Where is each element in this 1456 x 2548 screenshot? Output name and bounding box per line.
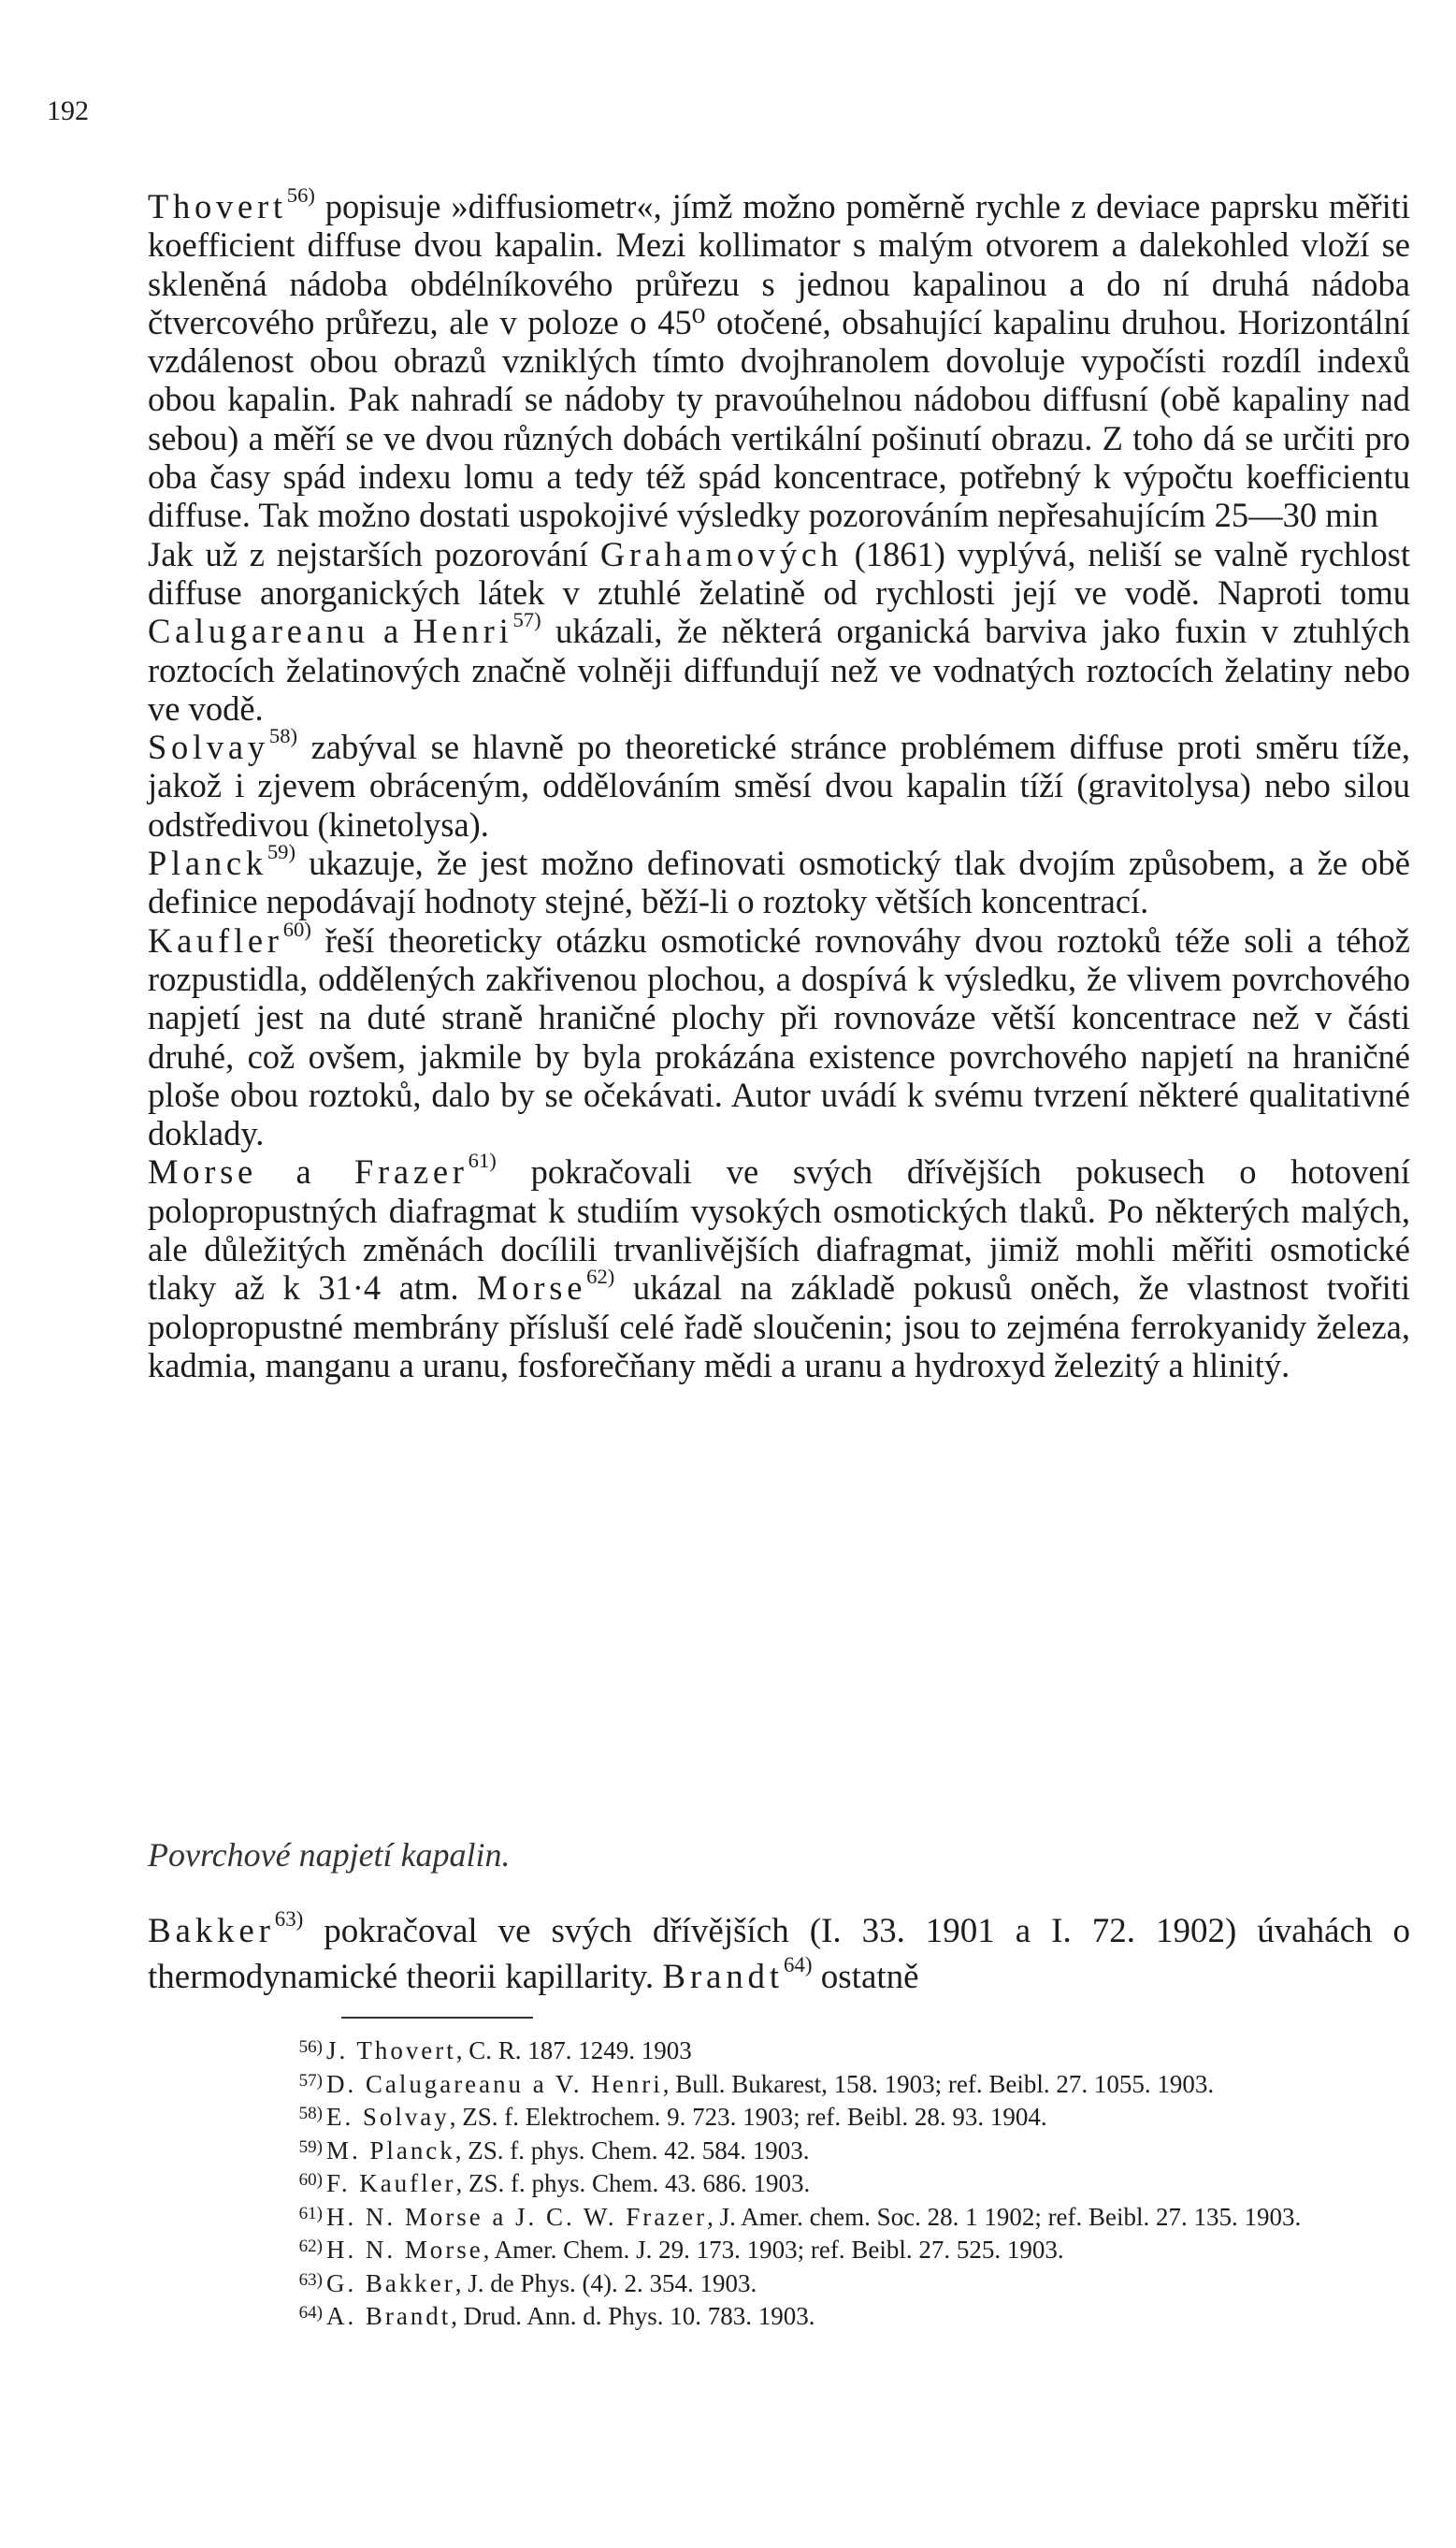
footnote-author: D. Calugareanu a V. Henri: [326, 2069, 663, 2098]
footnote-text: , Bull. Bukarest, 158. 1903; ref. Beibl. 27. 1055. 1903.: [662, 2069, 1215, 2098]
footnote-ref[interactable]: 60): [282, 917, 311, 941]
paragraph-kaufler: [148, 917, 1410, 1153]
author-name: Calugareanu: [148, 612, 369, 651]
footnote-text: , ZS. f. phys. Chem. 42. 584. 1903.: [454, 2135, 810, 2164]
author-name: Grahamových: [599, 534, 843, 573]
footnote-author: J. Thovert: [326, 2036, 456, 2064]
footnote-author: M. Planck: [326, 2135, 455, 2164]
footnote-author: F. Kaufler: [326, 2169, 456, 2197]
footnote-ref[interactable]: 59): [267, 840, 296, 864]
footnotes: [148, 2033, 1410, 2332]
author-name: Morse a Frazer: [148, 1152, 469, 1192]
footnote-author: G. Bakker: [326, 2268, 455, 2297]
paragraph-text: ukazuje, že jest možno definovati osmotický tlak dvojím způsobem, a že obě definice nepodávají hodnoty stejné, běží-li o roztoky větších koncentrací.: [148, 844, 1410, 921]
footnote-author: E. Solvay: [326, 2103, 450, 2131]
paragraph-text: zabýval se hlavně po theoretické stránce problémem diffuse proti směru tíže, jakož i zjevem obráceným, oddělováním směsí dvou kapalin tíží (gravitolysa) nebo silou odstředivou (kinetolysa).: [148, 728, 1410, 844]
footnote: [148, 2066, 1410, 2100]
footnote-ref[interactable]: 62): [586, 1265, 615, 1289]
paragraph-text: ukázali, že některá organická barviva jako fuxin v ztuhlých roztocích želatinových značně volněji diffundují než ve vodnatých roztocích želatiny nebo ve vodě.: [148, 612, 1411, 728]
author-name: Bakker: [148, 1912, 275, 1950]
footnote-number: 62): [298, 2237, 323, 2256]
footnote-author: H. N. Morse: [326, 2236, 483, 2264]
author-name: Planck: [148, 844, 267, 883]
author-name: Henri: [412, 612, 513, 651]
footnote-number: 56): [298, 2037, 323, 2057]
footnote-text: , ZS. f. phys. Chem. 43. 686. 1903.: [455, 2169, 811, 2197]
footnote-text: , J. Amer. chem. Soc. 28. 1 1902; ref. Beibl. 27. 135. 1903.: [707, 2202, 1302, 2231]
footnote-text: , C. R. 187. 1249. 1903: [455, 2036, 692, 2064]
author-name: Solvay: [148, 728, 269, 767]
paragraph-thovert: [148, 183, 1410, 535]
footnote-text: , Drud. Ann. d. Phys. 10. 783. 1903.: [451, 2302, 815, 2330]
paragraph-morse: [148, 1149, 1410, 1384]
footnote-ref[interactable]: 63): [274, 1906, 304, 1931]
author-name: Brandt: [662, 1958, 784, 1996]
footnote-number: 57): [298, 2070, 323, 2091]
paragraph-text: a: [368, 612, 413, 651]
paragraph-text: řeší theoreticky otázku osmotické rovnováhy dvou roztoků téže soli a téhož rozpustidla, oddělených zakřivenou plochou, a dospívá k výsledku, že vlivem povrchového napjetí jest na duté straně hraničné plochy při rovnováze větší koncentrace než v části druhé, což ovšem, jakmile by byla prokázána existence povrchového napjetí na hraničné ploše obou roztoků, dalo by se očekávati. Autor uvádí k svému tvrzení některé qualitativné doklady.: [148, 920, 1410, 1153]
footnote-number: 61): [298, 2203, 323, 2223]
footnote-author: A. Brandt: [326, 2302, 452, 2330]
footnote-number: 63): [298, 2269, 323, 2290]
paragraph-text: ostatně: [812, 1958, 919, 1996]
footnote-number: 64): [298, 2303, 323, 2323]
footnote-ref[interactable]: 57): [512, 608, 541, 632]
paragraph-graham: [148, 535, 1410, 728]
footnote-ref[interactable]: 58): [268, 724, 298, 748]
section-text: [148, 1908, 1410, 2000]
footnote-number: 60): [298, 2170, 323, 2190]
footnote-author: H. N. Morse a J. C. W. Frazer: [326, 2202, 708, 2231]
footnote-ref[interactable]: 61): [468, 1149, 497, 1173]
footnote-ref[interactable]: 64): [783, 1952, 813, 1976]
paragraph-text: (1861) vyplývá, neliší se valně rychlost diffuse anorganických látek v ztuhlé želatině od rychlosti její ve vodě. Naproti tomu: [148, 534, 1410, 612]
paragraph-planck: [148, 840, 1410, 921]
paragraph-text: pokračovali ve svých dřívějších pokusech o hotovení polopropustných diafragmat k studiím vysokých osmotických tlaků. Po některých malých, ale důležitých změnách docílili trvanlivějších diafragmat, jimiž mohli měřiti osmotické tlaky až k 31·4 atm.: [148, 1152, 1410, 1308]
paragraph-text: pokračoval ve svých dřívějších (I. 33. 1901 a I. 72. 1902) úvahách o thermodynamické theorii kapillarity.: [148, 1912, 1410, 1996]
main-text: [148, 183, 1411, 1384]
footnote: [148, 2099, 1410, 2133]
footnote-text: , J. de Phys. (4). 2. 354. 1903.: [454, 2268, 757, 2297]
paragraph-bakker: [148, 1908, 1410, 2000]
author-name: Kaufler: [148, 920, 283, 960]
footnote: [148, 2165, 1410, 2199]
paragraph-text: Jak už z nejstarších pozorování: [148, 534, 600, 573]
footnote-divider: [341, 2017, 533, 2019]
page-number: 192: [47, 95, 89, 126]
footnote-number: 58): [298, 2104, 323, 2123]
paragraph-text: ukázal na základě pokusů oněch, že vlastnost tvořiti polopropustné membrány přísluší celé řadě sloučenin; jsou to zejména ferrokyanidy železa, kadmia, manganu a uranu, fosforečňany mědi a uranu a hydroxyd železitý a hlinitý.: [148, 1268, 1410, 1384]
footnote: [148, 2133, 1410, 2166]
footnote-number: 59): [298, 2136, 323, 2157]
paragraph-solvay: [148, 724, 1410, 844]
footnote-text: , ZS. f. Elektrochem. 9. 723. 1903; ref. Beibl. 28. 93. 1904.: [449, 2103, 1047, 2131]
footnote-ref[interactable]: 56): [286, 183, 315, 208]
footnote: [148, 2232, 1410, 2266]
section-heading: Povrchové napjetí kapalin.: [148, 1836, 511, 1874]
footnote: [148, 2033, 1410, 2066]
author-name: Thovert: [148, 187, 287, 225]
footnote: [148, 2199, 1410, 2233]
footnote: [148, 2266, 1410, 2299]
paragraph-text: popisuje »diffusiometr«, jímž možno poměrně rychle z deviace paprsku měřiti koefficient diffuse dvou kapalin. Mezi kollimator s malým otvorem a dalekohled vloží se skleněná nádoba obdélníkového průřezu s jednou kapalinou a do ní druhá nádoba čtvercového průřezu, ale v poloze o 45⁰ otočené, obsahující kapalinu druhou. Horizontální vzdálenost obou obrazů vzniklých tímto dvojhranolem dovoluje vypočísti rozdíl indexů obou kapalin. Pak nahradí se nádoby ty pravoúhelnou nádobou diffusní (obě kapaliny nad sebou) a měří se ve dvou různých dobách vertikální pošinutí obrazu. Z toho dá se určiti pro oba časy spád indexu lomu a tedy též spád koncentrace, potřebný k výpočtu koefficientu diffuse. Tak možno dostati uspokojivé výsledky pozorováním nepřesahujícím 25—30 min: [148, 187, 1410, 535]
author-name: Morse: [477, 1268, 587, 1308]
footnote-text: , Amer. Chem. J. 29. 173. 1903; ref. Beibl. 27. 525. 1903.: [483, 2236, 1064, 2264]
footnote: [148, 2298, 1410, 2332]
